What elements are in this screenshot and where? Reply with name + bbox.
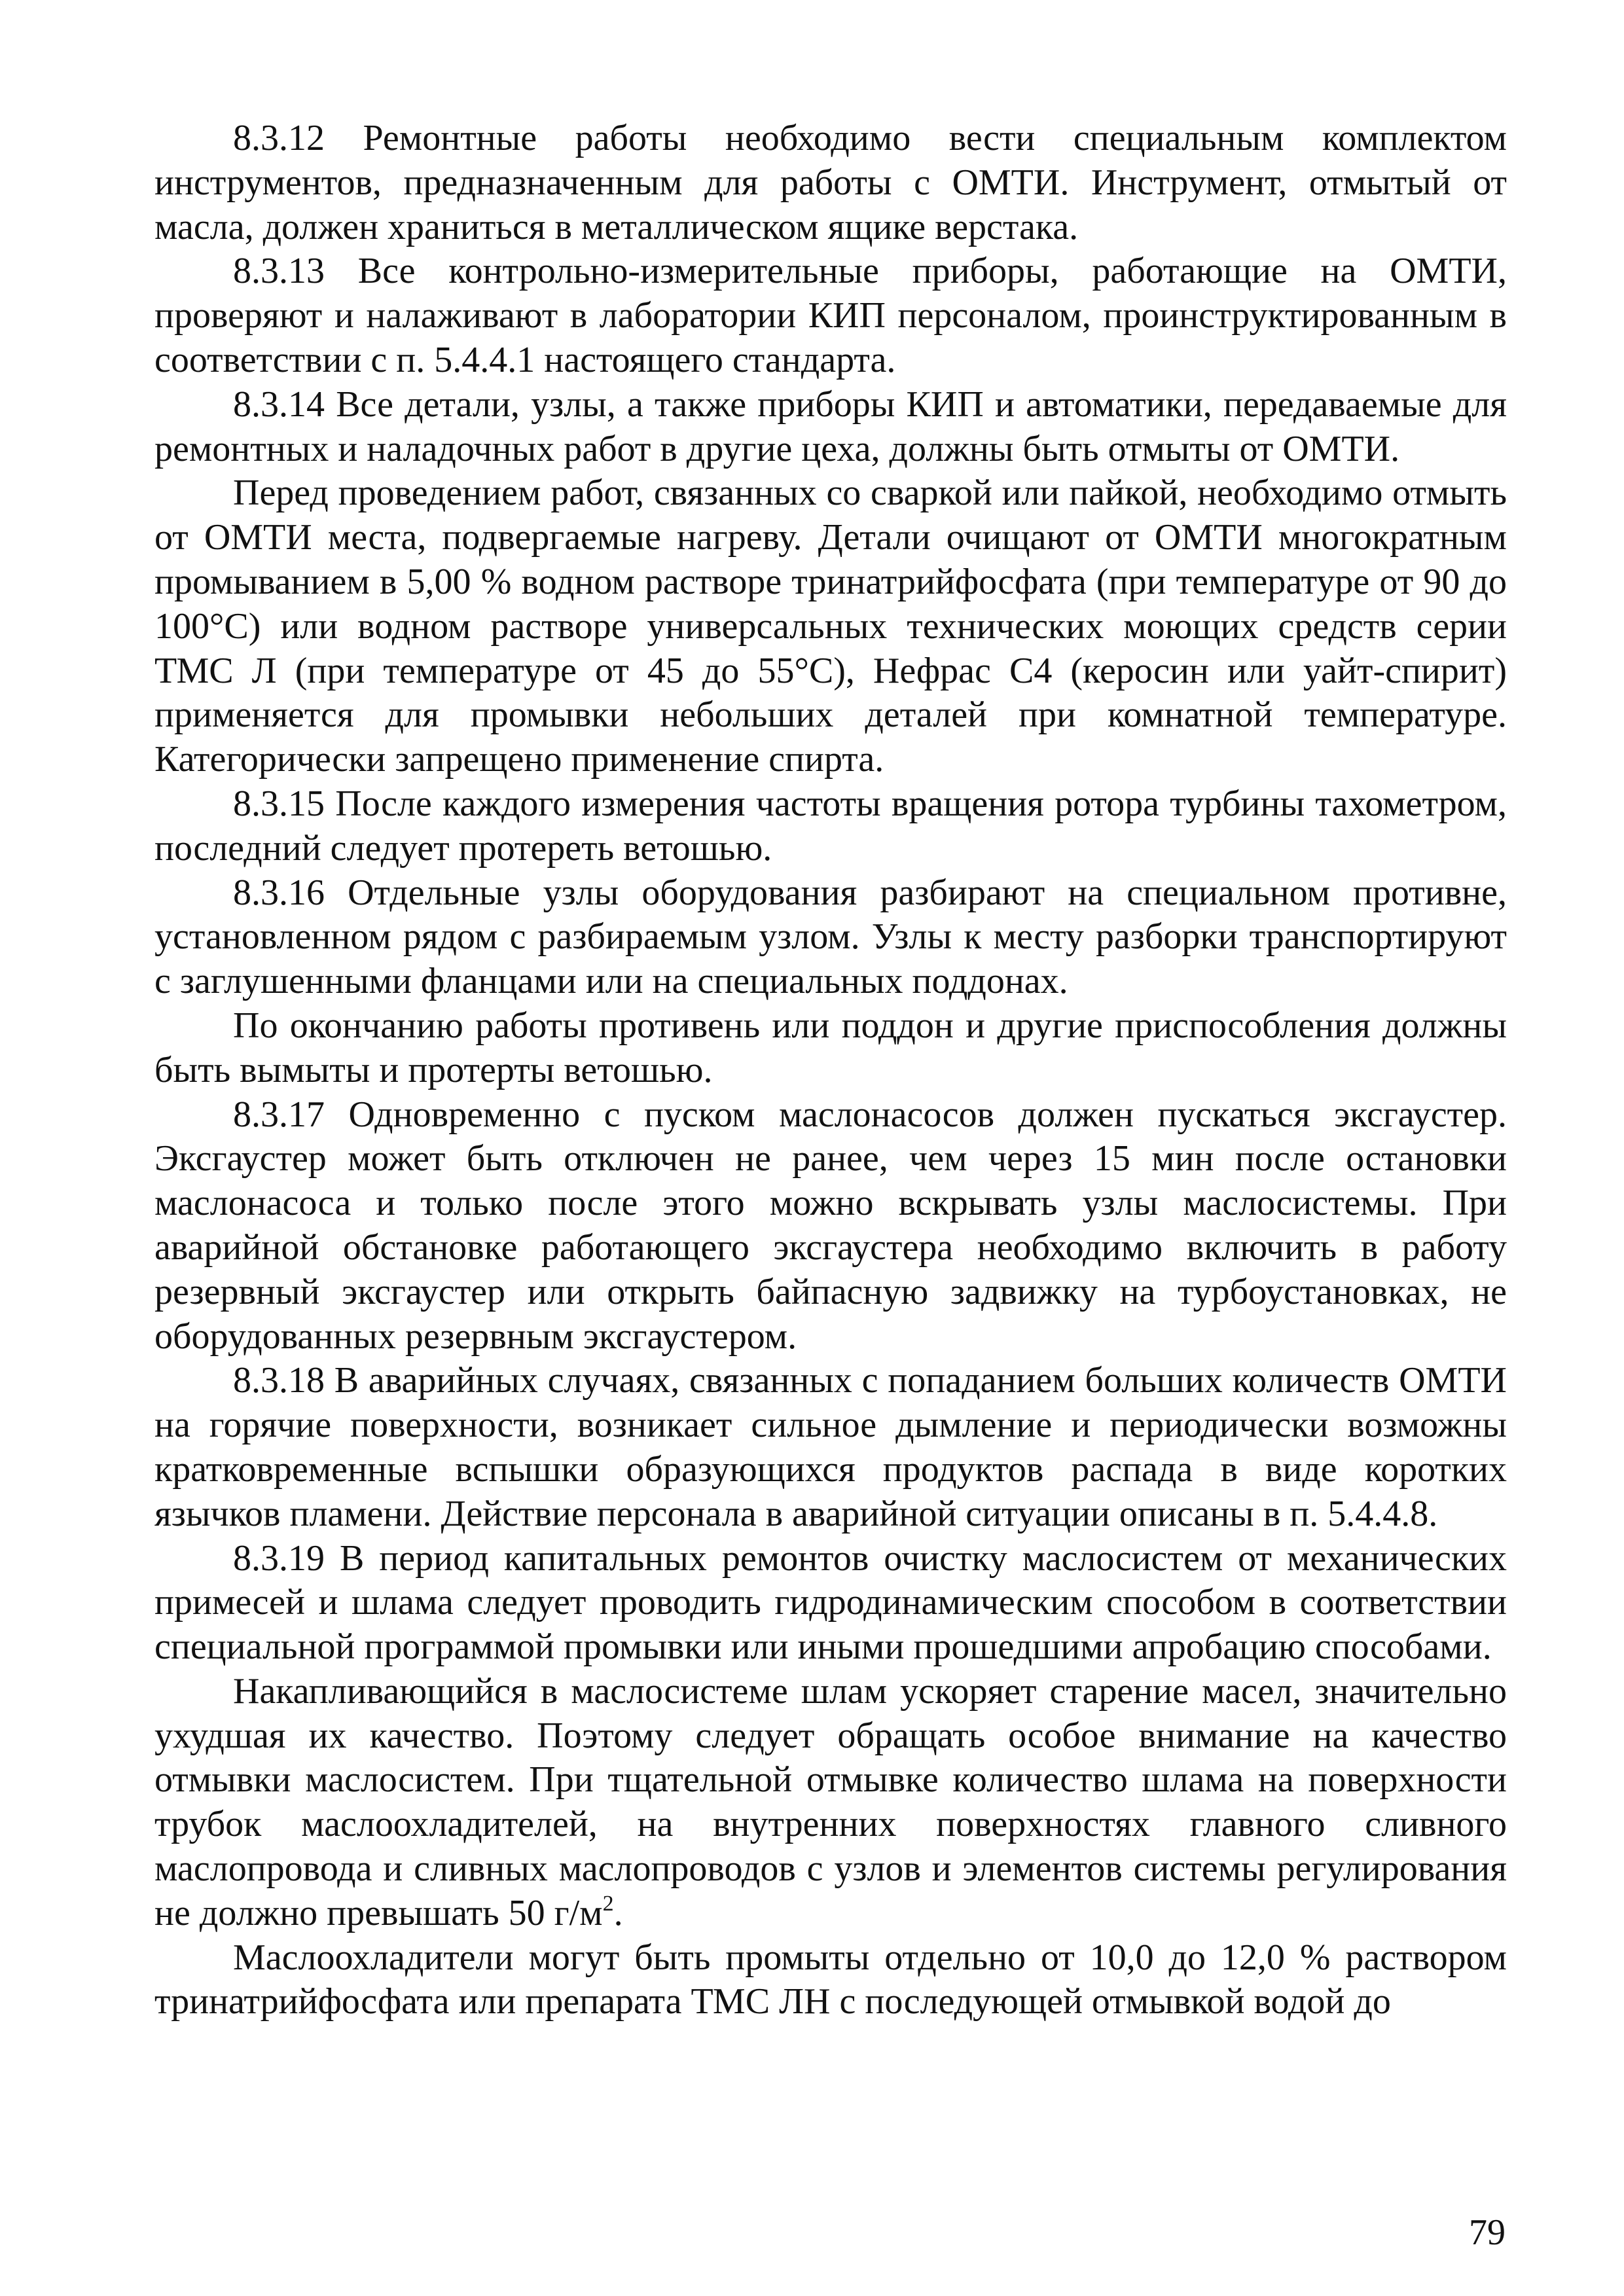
sludge-text: Накапливающийся в маслосистеме шлам ускоряет старение масел, значительно ухудшая их качество. Поэтому следует обращать особое внимание на качество отмывки маслосистем. При тщательной отмывке количество шлама на поверхности трубок маслоохладителей, на внутренних поверхностях главного сливного маслопровода и сливных маслопроводов с узлов и элементов системы регулирования не должно превышать 50 г/м — [154, 1670, 1507, 1933]
paragraph-8-3-13: 8.3.13 Все контрольно-измерительные приборы, работающие на ОМТИ, проверяют и налаживают в лаборатории КИП персоналом, проинструктированным в соответствии с п. 5.4.4.1 настоящего стандарта. — [154, 251, 1507, 380]
paragraph-oil-coolers: Маслоохладители могут быть промыты отдельно от 10,0 до 12,0 % раствором тринатрийфосфата или препарата ТМС ЛН с последующей отмывкой водой до — [154, 1937, 1507, 2022]
paragraph-8-3-19: 8.3.19 В период капитальных ремонтов очистку маслосистем от механических примесей и шлама следует проводить гидродинамическим способом в соответствии специальной программой промывки или иными прошедшими апробацию способами. — [154, 1537, 1507, 1668]
paragraph-8-3-12: 8.3.12 Ремонтные работы необходимо вести специальным комплектом инструментов, предназначенным для работы с ОМТИ. Инструмент, отмытый от масла, должен храниться в металлическом ящике верстака. — [154, 118, 1507, 247]
paragraph-8-3-18: 8.3.18 В аварийных случаях, связанных с попаданием больших количеств ОМТИ на горячие поверхности, возникает сильное дымление и периодически возможны кратковременные вспышки образующихся продуктов распада в виде коротких язычков пламени. Действие персонала в аварийной ситуации описаны в п. 5.4.4.8. — [154, 1360, 1507, 1534]
sludge-superscript: 2 — [602, 1891, 614, 1916]
paragraph-welding-cleaning: Перед проведением работ, связанных со сваркой или пайкой, необходимо отмыть от ОМТИ места, подвергаемые нагреву. Детали очищают от ОМТИ многократным промыванием в 5,00 % водном растворе тринатрийфосфата (при температуре от 90 до 100°С) или водном растворе универсальных технических моющих средств серии ТМС Л (при температуре от 45 до 55°С), Нефрас С4 (керосин или уайт-спирит) применяется для промывки небольших деталей при комнатной температуре. Категорически запрещено применение спирта. — [154, 473, 1507, 780]
page-number: 79 — [1469, 2212, 1506, 2253]
paragraph-8-3-16: 8.3.16 Отдельные узлы оборудования разбирают на специальном противне, установленном рядом с разбираемым узлом. Узлы к месту разборки транспортируют с заглушенными фланцами или на специальных поддонах. — [154, 872, 1507, 1002]
sludge-tail: . — [613, 1892, 623, 1933]
paragraph-sludge — [154, 1670, 1507, 1936]
paragraph-8-3-14: 8.3.14 Все детали, узлы, а также приборы КИП и автоматики, передаваемые для ремонтных и наладочных работ в другие цеха, должны быть отмыты от ОМТИ. — [154, 384, 1507, 469]
paragraph-8-3-17: 8.3.17 Одновременно с пуском маслонасосов должен пускаться эксгаустер. Эксгаустер может быть отключен не ранее, чем через 15 мин после остановки маслонасоса и только после этого можно вскрывать узлы маслосистемы. При аварийной обстановке работающего эксгаустера необходимо включить в работу резервный эксгаустер или открыть байпасную задвижку на турбоустановках, не оборудованных резервным эксгаустером. — [154, 1094, 1507, 1357]
paragraph-tray-cleaning: По окончанию работы противень или поддон и другие приспособления должны быть вымыты и протерты ветошью. — [154, 1005, 1507, 1090]
paragraph-8-3-15: 8.3.15 После каждого измерения частоты вращения ротора турбины тахометром, последний следует протереть ветошью. — [154, 783, 1507, 869]
document-body — [154, 117, 1507, 2024]
